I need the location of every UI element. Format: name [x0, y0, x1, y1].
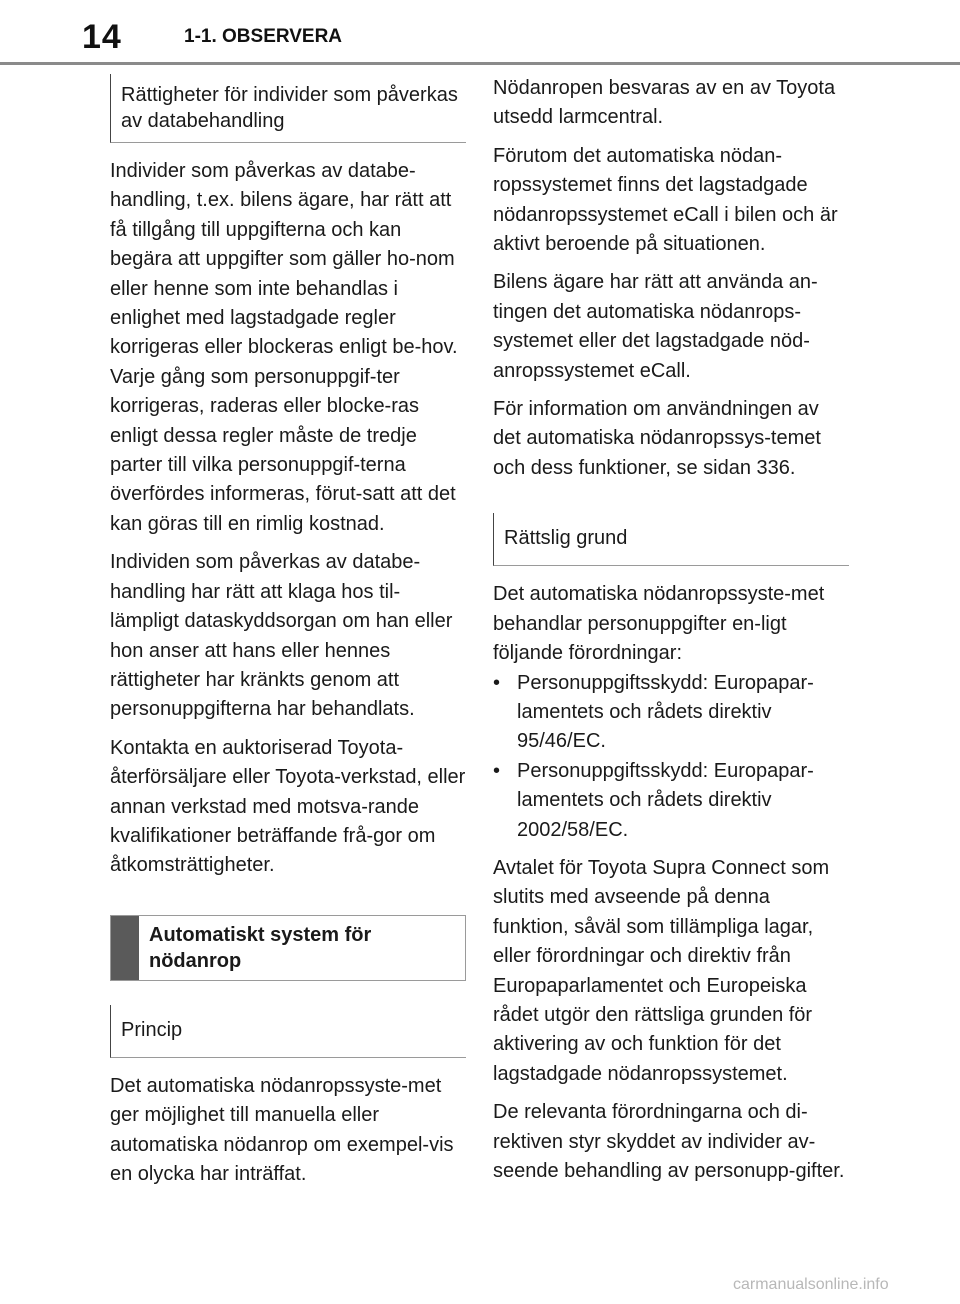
paragraph-rights-complaint: Individen som påverkas av databe-handling har rätt att klaga hos til-lämpligt dataskyddsorgan om han eller hon anser att hans eller hennes rättigheter har kränkts genom att personuppgifterna har behandlats. [110, 551, 453, 721]
paragraph-call-center: Nödanropen besvaras av en av Toyota utsedd larmcentral. [493, 77, 836, 129]
list-item [493, 669, 849, 757]
paragraph-more-info: För information om användningen av det automatiska nödanropssys-temet och dess funktioner, se sidan 336. [493, 398, 821, 479]
page-header [0, 0, 960, 64]
heading-emergency-call-system [110, 915, 466, 981]
paragraph-supra-connect: Avtalet för Toyota Supra Connect som slutits med avseende på denna funktion, såväl som tillämpliga lagar, eller förordningar och direktiv från Europaparlamentet och Europeiska rådet utgör den rättsliga grunden för aktivering av och funktion för det lagstadgade nödanropssystemet. [493, 856, 830, 1085]
paragraph-principle: Det automatiska nödanropssyste-met ger möjlighet till manuella eller automatiska nödanrop om exempel-vis en olycka har inträffat. [110, 1074, 454, 1185]
page-number: 14 [82, 18, 122, 56]
paragraph-owner-rights: Bilens ägare har rätt att använda an-tingen det automatiska nödanrops-systemet eller det lagstadgade nöd-anropssystemet eCall. [493, 271, 818, 382]
section-title: 1-1. OBSERVERA [184, 26, 343, 47]
heading-emergency-call-text: Automatiskt system för nödanrop [149, 923, 372, 972]
header-divider [0, 62, 960, 65]
bullet-icon: • [493, 671, 501, 694]
bullet-icon: • [493, 759, 501, 782]
right-column [493, 74, 849, 1195]
heading-bar [111, 916, 139, 980]
left-column [110, 74, 466, 1198]
paragraph-relevant-regulations: De relevanta förordningarna och di-rektiven styr skyddet av individer av-seende behandling av personupp-gifter. [493, 1101, 845, 1182]
list-item [493, 757, 849, 845]
list-item-text: Personuppgiftsskydd: Europapar-lamentets och rådets direktiv 2002/58/EC. [517, 759, 814, 841]
subheading-rights: Rättigheter för individer som påverkas av databehandling [110, 74, 466, 143]
watermark: carmanualsonline.info [733, 1276, 889, 1293]
subheading-legal-basis: Rättslig grund [493, 513, 849, 566]
paragraph-contact-dealer: Kontakta en auktoriserad Toyota-återförsäljare eller Toyota-verkstad, eller annan verkstad med motsva-rande kvalifikationer beträffande frå-gor om åtkomsträttigheter. [110, 736, 466, 877]
paragraph-ecall: Förutom det automatiska nödan-ropssystemet finns det lagstadgade nödanropssystemet eCall i bilen och är aktivt beroende på situationen. [493, 144, 838, 256]
list-item-text: Personuppgiftsskydd: Europapar-lamentets och rådets direktiv 95/46/EC. [517, 671, 814, 753]
paragraph-regulations-intro: Det automatiska nödanropssyste-met behandlar personuppgifter en-ligt följande förordningar: [493, 583, 825, 665]
subheading-principle: Princip [110, 1005, 466, 1058]
regulations-list [493, 669, 849, 845]
paragraph-rights-access: Individer som påverkas av databe-handling, t.ex. bilens ägare, har rätt att få tillgång till uppgifterna och kan begära att uppgifter som gäller ho-nom eller henne som inte behandlas i enlighet med lagstadgade regler korrigeras eller blockeras enligt be-hov. Varje gång som personuppgif-ter korrigeras, raderas eller blocke-ras enligt dessa regler måste de tredje parter till vilka personuppgif-terna överfördes informeras, förut-satt att det kan göras till en rimlig kostnad. [110, 160, 458, 535]
